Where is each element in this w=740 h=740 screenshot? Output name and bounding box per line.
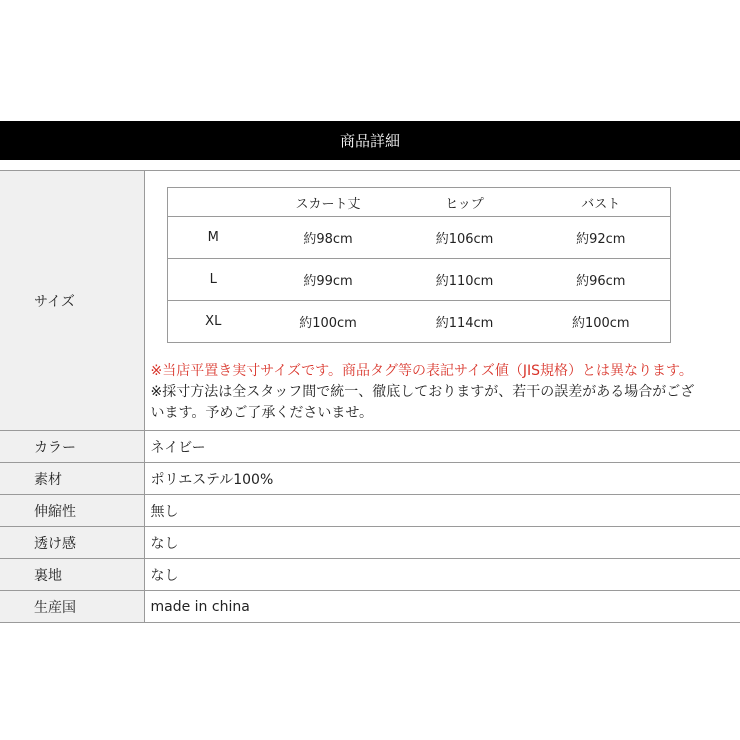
spec-label-color: カラー: [0, 431, 144, 463]
size-chart-row: [167, 301, 670, 343]
size-name: XL: [167, 301, 259, 343]
spec-row-sheerness: [0, 527, 740, 559]
size-chart-row: [167, 217, 670, 259]
size-name: M: [167, 217, 259, 259]
section-header: [0, 121, 740, 160]
size-chart-row: [167, 259, 670, 301]
spec-value-material: ポリエステル100%: [144, 463, 740, 495]
spec-value-size: [144, 171, 740, 431]
size-note-line1: ※採寸方法は全スタッフ間で統一、徹底しておりますが、若干の誤差がある場合がござ: [150, 384, 695, 400]
size-note-red: ※当店平置き実寸サイズです。商品タグ等の表記サイズ値（JIS規格）とは異なります。: [150, 363, 693, 379]
spec-value-color: ネイビー: [144, 431, 740, 463]
spec-value-lining: なし: [144, 559, 740, 591]
spec-value-sheerness: なし: [144, 527, 740, 559]
size-bust: 約92cm: [532, 217, 670, 259]
spec-value-origin: made in china: [144, 591, 740, 623]
size-name: L: [167, 259, 259, 301]
size-chart-header-bust: バスト: [532, 188, 670, 217]
size-chart-header-corner: [167, 188, 259, 217]
spec-row-origin: [0, 591, 740, 623]
size-skirt-length: 約98cm: [259, 217, 397, 259]
size-hip: 約106cm: [397, 217, 532, 259]
spec-row-stretch: [0, 495, 740, 527]
size-skirt-length: 約99cm: [259, 259, 397, 301]
size-note-line2: います。予めご了承くださいませ。: [150, 405, 373, 421]
spec-row-size: [0, 171, 740, 431]
spec-table: [0, 170, 740, 623]
size-chart-header-hip: ヒップ: [397, 188, 532, 217]
size-hip: 約114cm: [397, 301, 532, 343]
spec-label-material: 素材: [0, 463, 144, 495]
size-hip: 約110cm: [397, 259, 532, 301]
size-chart: [167, 187, 671, 343]
spec-label-stretch: 伸縮性: [0, 495, 144, 527]
spec-row-color: [0, 431, 740, 463]
size-notes: [151, 361, 740, 424]
size-skirt-length: 約100cm: [259, 301, 397, 343]
spec-row-lining: [0, 559, 740, 591]
spec-label-sheerness: 透け感: [0, 527, 144, 559]
spec-label-lining: 裏地: [0, 559, 144, 591]
spec-label-size: サイズ: [0, 171, 144, 431]
size-chart-header-skirt-length: スカート丈: [259, 188, 397, 217]
size-bust: 約100cm: [532, 301, 670, 343]
size-chart-header-row: [167, 188, 670, 217]
size-bust: 約96cm: [532, 259, 670, 301]
spec-row-material: [0, 463, 740, 495]
section-title: 商品詳細: [339, 132, 400, 150]
spec-value-stretch: 無し: [144, 495, 740, 527]
spec-label-origin: 生産国: [0, 591, 144, 623]
